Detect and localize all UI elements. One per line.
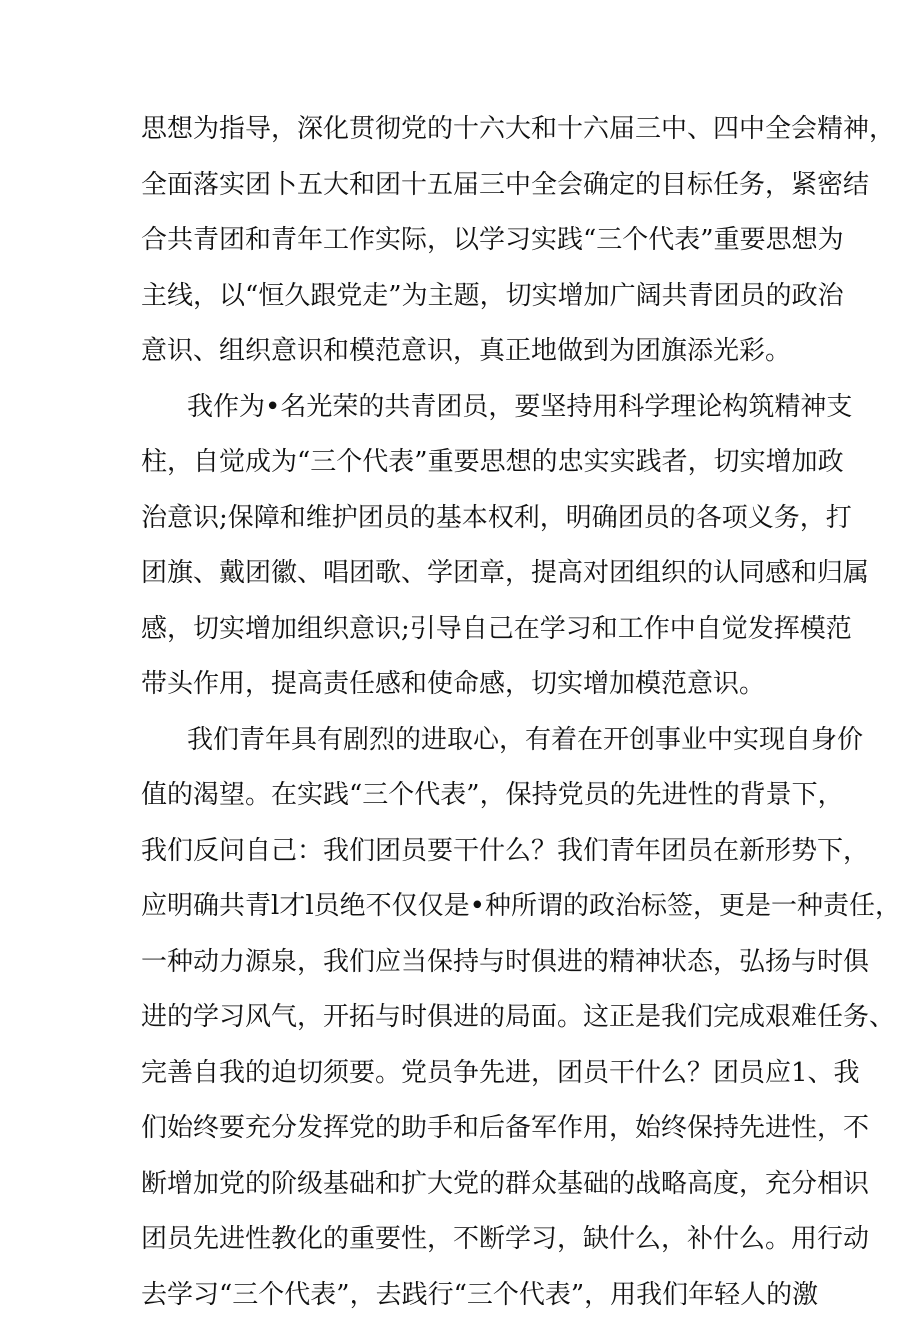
text-line: 断增加党的阶级基础和扩大党的群众基础的战略高度，充分相识 xyxy=(141,1157,791,1213)
text-line: 我作为•名光荣的共青团员，要坚持用科学理论构筑精神支 xyxy=(141,380,791,436)
text-line: 完善自我的迫切须要。党员争先进，团员干什么？团员应1、我 xyxy=(141,1046,791,1102)
text-line: 感，切实增加组织意识;引导自己在学习和工作中自觉发挥模范 xyxy=(141,602,791,658)
text-line: 们始终要充分发挥党的助手和后备军作用，始终保持先进性，不 xyxy=(141,1101,791,1157)
text-line: 意识、组织意识和模范意识，真正地做到为团旗添光彩。 xyxy=(141,324,791,380)
document-body xyxy=(141,102,791,1323)
paragraph-3 xyxy=(141,713,791,1323)
paragraph-2 xyxy=(141,380,791,713)
text-line: 柱，自觉成为“三个代表”重要思想的忠实实践者，切实增加政 xyxy=(141,435,791,491)
text-line: 团员先进性教化的重要性，不断学习，缺什么，补什么。用行动 xyxy=(141,1212,791,1268)
text-line: 合共青团和青年工作实际，以学习实践“三个代表”重要思想为 xyxy=(141,213,791,269)
text-line: 主线，以“恒久跟党走”为主题，切实增加广阔共青团员的政治 xyxy=(141,269,791,325)
paragraph-1 xyxy=(141,102,791,380)
text-line: 团旗、戴团徽、唱团歌、学团章，提高对团组织的认同感和归属 xyxy=(141,546,791,602)
text-line: 进的学习风气，开拓与时俱进的局面。这正是我们完成艰难任务、 xyxy=(141,990,791,1046)
text-line: 带头作用，提高责任感和使命感，切实增加模范意识。 xyxy=(141,657,791,713)
text-line: 一种动力源泉，我们应当保持与时俱进的精神状态，弘扬与时俱 xyxy=(141,935,791,991)
text-line: 去学习“三个代表”，去践行“三个代表”，用我们年轻人的激 xyxy=(141,1268,791,1323)
text-line: 值的渴望。在实践“三个代表”，保持党员的先进性的背景下， xyxy=(141,768,791,824)
text-line: 思想为指导，深化贯彻党的十六大和十六届三中、四中全会精神， xyxy=(141,102,791,158)
text-line: 应明确共青l才l员绝不仅仅是•种所谓的政治标签，更是一种责任， xyxy=(141,879,791,935)
text-line: 全面落实团卜五大和团十五届三中全会确定的目标任务，紧密结 xyxy=(141,158,791,214)
text-line: 治意识;保障和维护团员的基本权利，明确团员的各项义务，打 xyxy=(141,491,791,547)
text-line: 我们青年具有剧烈的进取心，有着在开创事业中实现自身价 xyxy=(141,713,791,769)
text-line: 我们反问自己：我们团员要干什么？我们青年团员在新形势下， xyxy=(141,824,791,880)
